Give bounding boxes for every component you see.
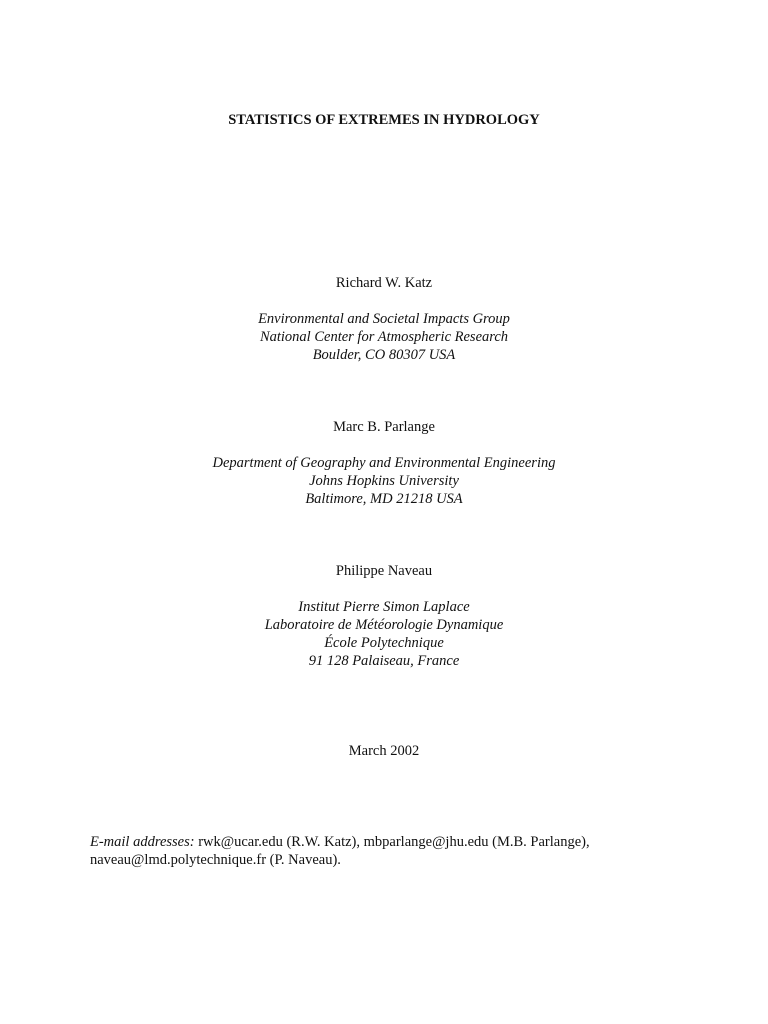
affiliation-line: École Polytechnique (324, 635, 444, 651)
affiliation-line: Laboratoire de Météorologie Dynamique (264, 617, 504, 633)
author-affiliation-1 (0, 310, 768, 364)
email-line-2: naveau@lmd.polytechnique.fr (P. Naveau). (90, 852, 341, 868)
email-list-1: rwk@ucar.edu (R.W. Katz), mbparlange@jhu.edu (M.B. Parlange), (194, 834, 590, 850)
email-line-1 (90, 833, 730, 851)
author-affiliation-2 (0, 454, 768, 508)
author-affiliation-3 (0, 598, 768, 670)
author-name-3: Philippe Naveau (335, 563, 433, 579)
paper-title: STATISTICS OF EXTREMES IN HYDROLOGY (228, 112, 540, 128)
email-addresses (90, 833, 730, 869)
publication-date: March 2002 (348, 743, 420, 759)
affiliation-line: Baltimore, MD 21218 USA (305, 491, 463, 507)
affiliation-line: Boulder, CO 80307 USA (312, 347, 456, 363)
affiliation-line: Department of Geography and Environmental Engineering (212, 455, 556, 471)
affiliation-line: Johns Hopkins University (309, 473, 459, 489)
affiliation-line: National Center for Atmospheric Research (259, 329, 509, 345)
email-label: E-mail addresses: (90, 834, 195, 850)
author-name-2: Marc B. Parlange (333, 419, 435, 435)
affiliation-line: Institut Pierre Simon Laplace (298, 599, 470, 615)
author-name-1: Richard W. Katz (335, 275, 433, 291)
affiliation-line: Environmental and Societal Impacts Group (258, 311, 510, 327)
affiliation-line: 91 128 Palaiseau, France (308, 653, 460, 669)
